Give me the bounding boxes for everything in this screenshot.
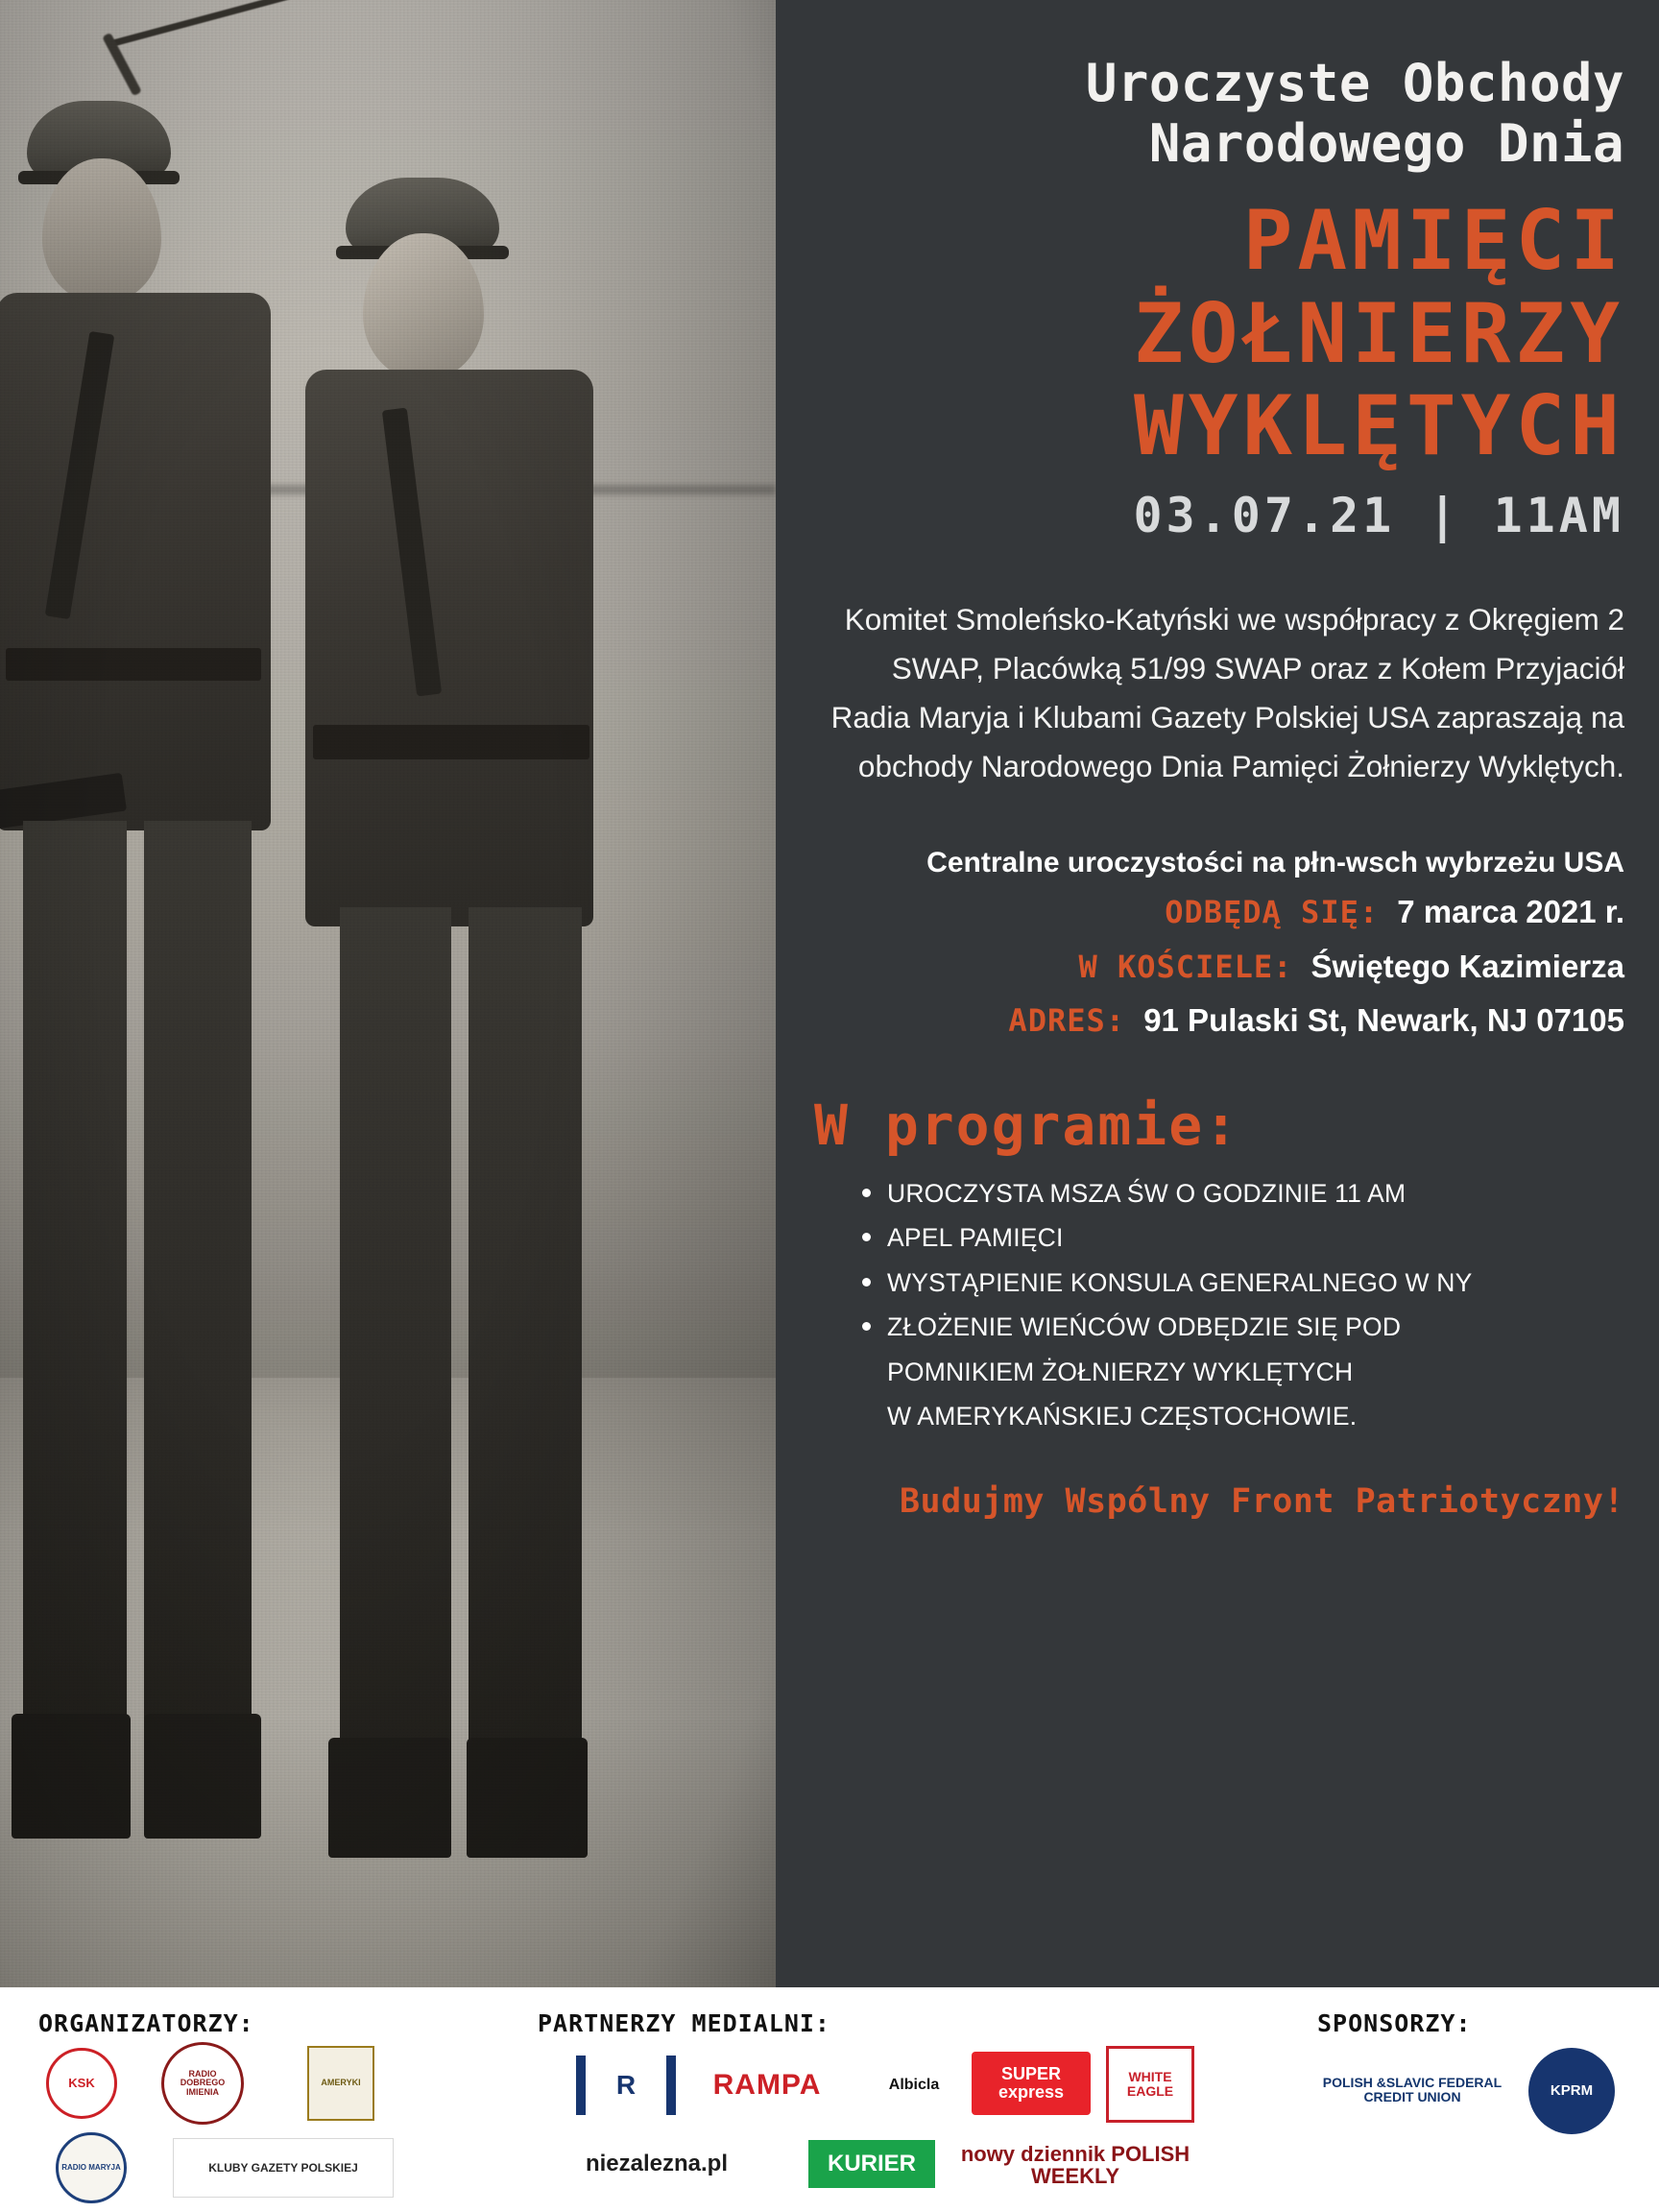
logo-label: RADIO DOBREGO IMIENIA	[180, 2068, 226, 2097]
logo-radio-maryja[interactable]	[56, 2132, 127, 2203]
detail-value-address: 91 Pulaski St, Newark, NJ 07105	[1143, 1002, 1624, 1039]
detail-key-date: ODBĘDĄ SIĘ:	[1165, 894, 1380, 931]
footer-heading-organizers: ORGANIZATORZY:	[38, 2009, 254, 2037]
program-item: UROCZYSTA MSZA ŚW O GODZINIE 11 AM	[887, 1175, 1624, 1212]
intro-paragraph: Komitet Smoleńsko-Katyński we współpracy z Okręgiem 2 SWAP, Placówką 51/99 SWAP oraz z Kołem Przyjaciół Radia Maryja i Klubami Gazety Polskiej USA zapraszają na obchody Narodowego Dnia Pamięci Żołnierzy Wyklętych.	[830, 602, 1624, 784]
program-item: APEL PAMIĘCI	[887, 1219, 1624, 1256]
logo-label: KLUBY GAZETY POLSKIEJ	[208, 2160, 358, 2175]
logo-swap-okreg-2[interactable]	[307, 2046, 374, 2121]
archival-photo	[0, 0, 776, 1992]
closing-slogan: Budujmy Wspólny Front Patriotyczny!	[899, 1482, 1624, 1522]
logo-label: AMERYKI	[321, 2078, 361, 2088]
logo-label: RADIO MARYJA	[61, 2162, 121, 2172]
program-heading: W programie:	[814, 1092, 1240, 1158]
program-item: ZŁOŻENIE WIEŃCÓW ODBĘDZIE SIĘ POD	[887, 1309, 1624, 1345]
poster-title-line-1: PAMIĘCI	[1242, 193, 1624, 290]
headline-line-1: Uroczyste Obchody	[1085, 53, 1624, 113]
logo-nowy-dziennik[interactable]	[956, 2138, 1194, 2192]
logo-radio-dobrego-imienia[interactable]	[161, 2042, 244, 2125]
logo-label: R	[615, 2070, 637, 2101]
date-time-badge: 03.07.21 | 11AM	[1133, 488, 1624, 544]
program-list	[814, 1175, 1624, 1435]
logo-komitet-smolensko-katynski[interactable]	[46, 2048, 117, 2119]
logo-label: Albicla	[888, 2076, 940, 2093]
logo-super-express[interactable]	[972, 2052, 1091, 2115]
sponsor-footer	[0, 1992, 1659, 2212]
logo-label: WHITE EAGLE	[1126, 2069, 1174, 2099]
logo-label: niezalezna.pl	[585, 2151, 729, 2177]
footer-heading-sponsors: SPONSORZY:	[1317, 2009, 1472, 2037]
footer-heading-media: PARTNERZY MEDIALNI:	[538, 2009, 830, 2037]
logo-r-media[interactable]	[576, 2056, 676, 2115]
detail-key-address: ADRES:	[1008, 1002, 1126, 1040]
logo-label: KURIER	[827, 2151, 916, 2177]
photo-vignette-overlay	[0, 0, 776, 1992]
program-item: WYSTĄPIENIE KONSULA GENERALNEGO W NY	[887, 1264, 1624, 1301]
logo-kprm[interactable]	[1528, 2048, 1615, 2134]
program-item-continuation: W AMERYKAŃSKIEJ CZĘSTOCHOWIE.	[887, 1402, 1358, 1431]
poster-title-line-2: ŻOŁNIERZY	[1134, 285, 1624, 382]
logo-kurier-plus[interactable]	[808, 2140, 935, 2188]
headline	[814, 54, 1624, 174]
logo-niezalezna-pl[interactable]	[572, 2138, 741, 2190]
logo-label: nowy dziennik POLISH WEEKLY	[960, 2141, 1190, 2188]
detail-row-date	[814, 891, 1624, 934]
logo-label: SUPER express	[998, 2064, 1065, 2102]
logo-albicla[interactable]	[870, 2052, 958, 2119]
detail-row-address	[814, 999, 1624, 1043]
detail-value-church: Świętego Kazimierza	[1310, 948, 1624, 984]
detail-value-date: 7 marca 2021 r.	[1397, 894, 1624, 930]
program-item-continuation: POMNIKIEM ŻOŁNIERZY WYKLĘTYCH	[887, 1357, 1354, 1386]
logo-kluby-gazety-polskiej[interactable]	[173, 2138, 394, 2198]
poster-title-line-3: WYKLĘTYCH	[1134, 377, 1624, 474]
central-ceremony-line: Centralne uroczystości na płn-wsch wybrzeżu USA	[926, 847, 1624, 879]
logo-label: KSK	[68, 2076, 95, 2091]
poster-text-pane	[776, 0, 1659, 1992]
detail-key-church: W KOŚCIELE:	[1078, 948, 1293, 985]
headline-line-2: Narodowego Dnia	[1148, 112, 1624, 174]
poster-title	[814, 195, 1624, 472]
logo-label: RAMPA	[712, 2069, 822, 2102]
logo-rampa[interactable]	[695, 2059, 839, 2111]
logo-white-eagle[interactable]	[1106, 2046, 1194, 2123]
logo-label: KPRM	[1550, 2082, 1594, 2100]
logo-label: POLISH &SLAVIC FEDERAL CREDIT UNION	[1322, 2075, 1503, 2104]
detail-row-church	[814, 946, 1624, 989]
logo-polish-slavic-fcu[interactable]	[1317, 2054, 1507, 2127]
